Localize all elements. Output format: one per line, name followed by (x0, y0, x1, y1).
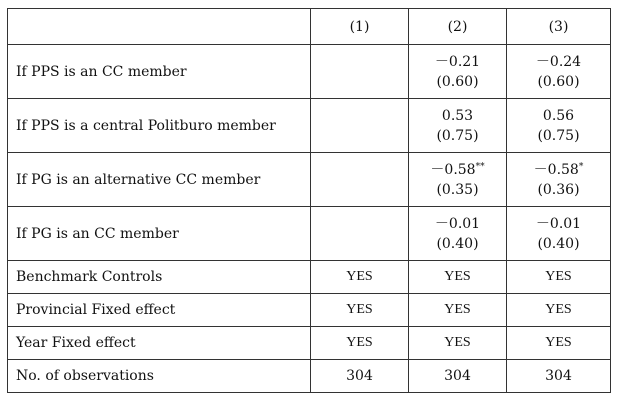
standard-error: (0.35) (436, 181, 479, 198)
row-label: If PPS is an CC member (8, 45, 311, 99)
row-label: No. of observations (8, 360, 311, 393)
row-label: If PG is an CC member (8, 207, 311, 261)
control-cell-col3: YES (507, 294, 611, 327)
control-cell-col2: YES (409, 327, 507, 360)
row-label: If PG is an alternative CC member (8, 153, 311, 207)
standard-error: (0.36) (537, 181, 580, 198)
standard-error: (0.60) (436, 73, 479, 90)
coef-cell-col3 (507, 99, 611, 153)
coef-cell-col2 (409, 207, 507, 261)
regression-table (7, 8, 611, 393)
control-cell-col2: YES (409, 294, 507, 327)
significance-stars: * (578, 161, 584, 172)
control-cell-col2: YES (409, 261, 507, 294)
coef-cell-col3 (507, 45, 611, 99)
coef-cell-col3 (507, 153, 611, 207)
table-row (8, 99, 611, 153)
significance-stars: ** (475, 161, 485, 172)
table-row (8, 294, 611, 327)
table-row (8, 153, 611, 207)
table-row (8, 261, 611, 294)
standard-error: (0.40) (436, 235, 479, 252)
coef-value: －0.01 (434, 215, 481, 232)
standard-error: (0.60) (537, 73, 580, 90)
row-label: Benchmark Controls (8, 261, 311, 294)
table-row (8, 207, 611, 261)
column-header-2: (2) (409, 9, 507, 45)
table-row (8, 327, 611, 360)
observations-cell-col1: 304 (311, 360, 409, 393)
coef-value: －0.24 (535, 53, 582, 70)
header-corner-cell (8, 9, 311, 45)
header-row (8, 9, 611, 45)
standard-error: (0.75) (436, 127, 479, 144)
coef-value: －0.21 (434, 53, 481, 70)
observations-cell-col3: 304 (507, 360, 611, 393)
coef-cell-col1 (311, 99, 409, 153)
coef-cell-col3 (507, 207, 611, 261)
row-label: Provincial Fixed effect (8, 294, 311, 327)
column-header-3: (3) (507, 9, 611, 45)
standard-error: (0.75) (537, 127, 580, 144)
coef-value: －0.01 (535, 215, 582, 232)
control-cell-col1: YES (311, 327, 409, 360)
coef-value: 0.56 (542, 107, 575, 124)
coef-cell-col2 (409, 153, 507, 207)
coef-value: －0.58** (430, 161, 485, 178)
coef-cell-col1 (311, 153, 409, 207)
observations-cell-col2: 304 (409, 360, 507, 393)
coef-value: 0.53 (441, 107, 474, 124)
coef-value: －0.58* (533, 161, 584, 178)
row-label: Year Fixed effect (8, 327, 311, 360)
table-row (8, 45, 611, 99)
coef-cell-col1 (311, 45, 409, 99)
control-cell-col1: YES (311, 294, 409, 327)
table-row (8, 360, 611, 393)
coef-cell-col2 (409, 99, 507, 153)
row-label: If PPS is a central Politburo member (8, 99, 311, 153)
control-cell-col3: YES (507, 327, 611, 360)
control-cell-col3: YES (507, 261, 611, 294)
column-header-1: (1) (311, 9, 409, 45)
control-cell-col1: YES (311, 261, 409, 294)
coef-cell-col1 (311, 207, 409, 261)
coef-cell-col2 (409, 45, 507, 99)
standard-error: (0.40) (537, 235, 580, 252)
